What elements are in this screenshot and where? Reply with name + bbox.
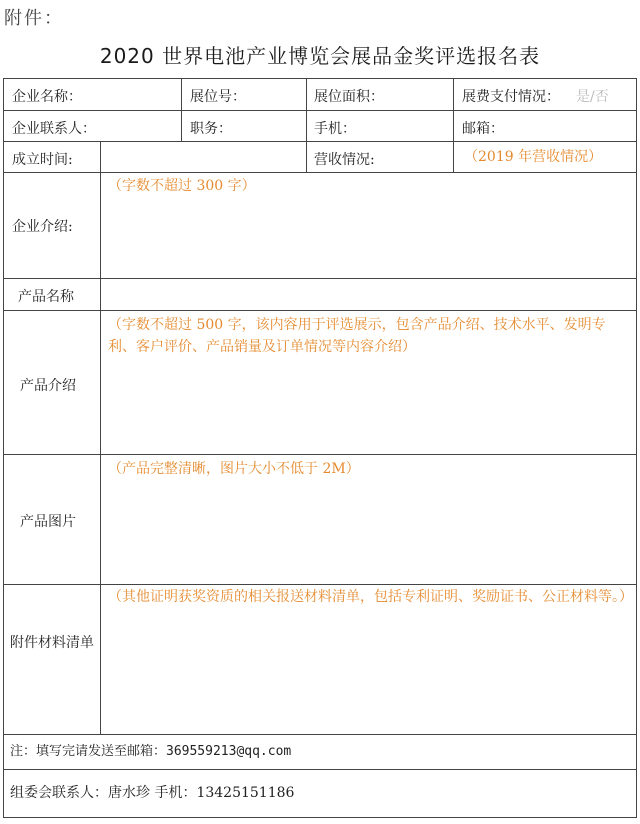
- form-title: 2020 世界电池产业博览会展品金奖评选报名表: [99, 44, 541, 68]
- row-divider: [3, 310, 637, 311]
- row-divider: [3, 172, 637, 173]
- organizer-contact: 组委会联系人：唐水珍 手机：13425151186: [10, 785, 295, 801]
- position-label: 职务：: [190, 121, 232, 137]
- booth-area-field[interactable]: [385, 79, 452, 110]
- product-intro-hint[interactable]: （字数不超过 500 字，该内容用于评选展示，包含产品介绍、技术水平、发明专利、客户评价、产品销量及订单情况等内容介绍）: [108, 317, 606, 355]
- mobile-label: 手机：: [314, 121, 356, 137]
- row-divider: [3, 454, 637, 455]
- product-images-hint[interactable]: （产品完整清晰，图片大小不低于 2M）: [108, 461, 360, 477]
- row-divider: [3, 769, 637, 770]
- product-name-label: 产品名称: [18, 289, 74, 305]
- booth-number-label: 展位号：: [190, 89, 246, 105]
- column-divider: [453, 78, 454, 141]
- revenue-empty-cell: [385, 142, 452, 172]
- fee-status-label: 展费支付情况：: [462, 89, 560, 105]
- product-images-label: 产品图片: [20, 514, 76, 530]
- table-border-left: [3, 78, 4, 818]
- revenue-label: 营收情况:: [314, 152, 375, 168]
- product-intro-label: 产品介绍: [20, 378, 76, 394]
- table-border-right: [636, 78, 637, 818]
- submission-note: 注：填写完请发送至邮箱：369559213@qq.com: [10, 744, 292, 759]
- contact-person-field[interactable]: [100, 111, 180, 141]
- column-divider: [306, 78, 307, 141]
- row-divider: [3, 734, 637, 735]
- attachments-label: 附件材料清单: [10, 635, 94, 651]
- company-intro-label: 企业介绍:: [12, 219, 73, 235]
- row-divider: [3, 141, 637, 142]
- position-field[interactable]: [240, 111, 305, 141]
- revenue-hint[interactable]: （2019 年营收情况）: [464, 149, 603, 165]
- mobile-field[interactable]: [360, 111, 452, 141]
- column-divider: [306, 141, 307, 172]
- company-name-field[interactable]: [88, 79, 180, 110]
- booth-area-label: 展位面积：: [314, 89, 384, 105]
- contact-person-label: 企业联系人：: [12, 121, 96, 137]
- table-border-bottom: [3, 817, 637, 818]
- column-divider: [181, 78, 182, 141]
- company-name-label: 企业名称：: [12, 89, 82, 105]
- label-column-divider: [100, 172, 101, 734]
- founded-label: 成立时间:: [12, 152, 73, 168]
- attachment-label: 附件：: [4, 8, 64, 29]
- attachments-hint[interactable]: （其他证明获奖资质的相关报送材料清单，包括专利证明、奖励证书、公正材料等。）: [108, 589, 633, 605]
- founded-field[interactable]: [101, 142, 305, 172]
- company-intro-hint[interactable]: （字数不超过 300 字）: [108, 178, 256, 194]
- email-label: 邮箱：: [462, 121, 504, 137]
- email-field[interactable]: [510, 111, 635, 141]
- booth-number-field[interactable]: [250, 79, 305, 110]
- product-name-field[interactable]: [101, 279, 635, 310]
- column-divider: [453, 141, 454, 172]
- fee-status-options[interactable]: 是/否: [576, 89, 609, 105]
- row-divider: [3, 584, 637, 585]
